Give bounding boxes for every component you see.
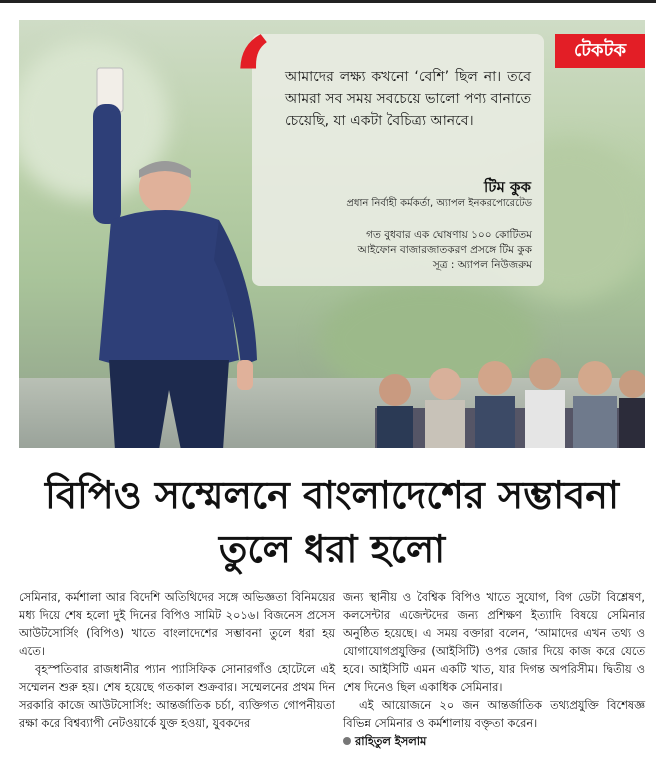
quote-context-line2: আইফোন বাজারজাতকরণ প্রসঙ্গে টিম কুক bbox=[357, 244, 532, 256]
headline bbox=[19, 468, 645, 576]
quote-mark-icon: ‘ bbox=[232, 11, 274, 152]
bullet-icon bbox=[343, 737, 351, 745]
audience-figures bbox=[375, 348, 645, 448]
byline-author: রাহিতুল ইসলাম bbox=[355, 734, 427, 748]
headline-line2: তুলে ধরা হলো bbox=[218, 527, 446, 571]
article-paragraph: সেমিনার, কর্মশালা আর বিদেশি অতিথিদের সঙ্গে অভিজ্ঞতা বিনিময়ের মধ্য দিয়ে শেষ হলো দুই দিনের বিপিও সামিট ২০১৬। বিজনেস প্রসেস আউটসোর্সিং (বিপিও) খাতে বাংলাদেশের সম্ভাবনা তুলে ধরা হয় এতে। bbox=[19, 590, 335, 658]
article-column-1 bbox=[19, 588, 335, 732]
quote-context bbox=[270, 228, 532, 273]
quote-speaker: টিম কুক bbox=[483, 178, 531, 196]
article-column-2 bbox=[343, 588, 645, 750]
quote-speaker-role: প্রধান নির্বাহী কর্মকর্তা, অ্যাপল ইনকরপোরেটেড bbox=[346, 198, 532, 209]
byline bbox=[343, 732, 645, 750]
quote-text: আমাদের লক্ষ্য কখনো ‘বেশি’ ছিল না। তবে আমরা সব সময় সবচেয়ে ভালো পণ্য বানাতে চেয়েছি, যা একটা বৈচিত্র্য আনবে। bbox=[285, 69, 532, 129]
article-paragraph: এই আয়োজনে ২০ জন আন্তর্জাতিক তথ্যপ্রযুক্তি বিশেষজ্ঞ বিভিন্ন সেমিনার ও কর্মশালায় বক্তৃতা করেন। bbox=[343, 698, 645, 730]
headline-line1: বিপিও সম্মেলনে বাংলাদেশের সম্ভাবনা bbox=[45, 473, 619, 517]
quote-source: সূত্র : অ্যাপল নিউজরুম bbox=[432, 259, 532, 271]
article-paragraph: জন্য স্থানীয় ও বৈশ্বিক বিপিও খাতে সুযোগ, বিগ ডেটা বিশ্লেষণ, কলসেন্টার এজেন্টদের জন্য প্রশিক্ষণ ইত্যাদি বিষয়ে সেমিনার অনুষ্ঠিত হয়েছে। এ সময় বক্তারা বলেন, ‘আমাদের এখন তথ্য ও যোগাযোগপ্রযুক্তির (আইসিটি) ওপর জোর দিয়ে কাজ করে যেতে হবে। আইসিটি এমন একটি খাত, যার দিগন্ত অপরিসীম। দ্বিতীয় ও শেষ দিনেও ছিল একাধিক সেমিনার। bbox=[343, 590, 645, 694]
article-paragraph: বৃহস্পতিবার রাজধানীর প্যান প্যাসিফিক সোনারগাঁও হোটেলে এই সম্মেলন শুরু হয়। শেষ হয়েছে গতকাল শুক্রবার। সম্মেলনের প্রথম দিন সরকারি কাজে আউটসোর্সিং: আন্তর্জাতিক চর্চা, ব্যক্তিগত গোপনীয়তা রক্ষা করে বিশ্বব্যাপী নেটওয়ার্কে যুক্ত হওয়া, যুবকদের bbox=[19, 662, 335, 730]
section-tag: টেকটক bbox=[555, 34, 645, 68]
top-rule bbox=[0, 0, 656, 3]
quote-context-line1: গত বুধবার এক ঘোষণায় ১০০ কোটিতম bbox=[366, 229, 532, 241]
